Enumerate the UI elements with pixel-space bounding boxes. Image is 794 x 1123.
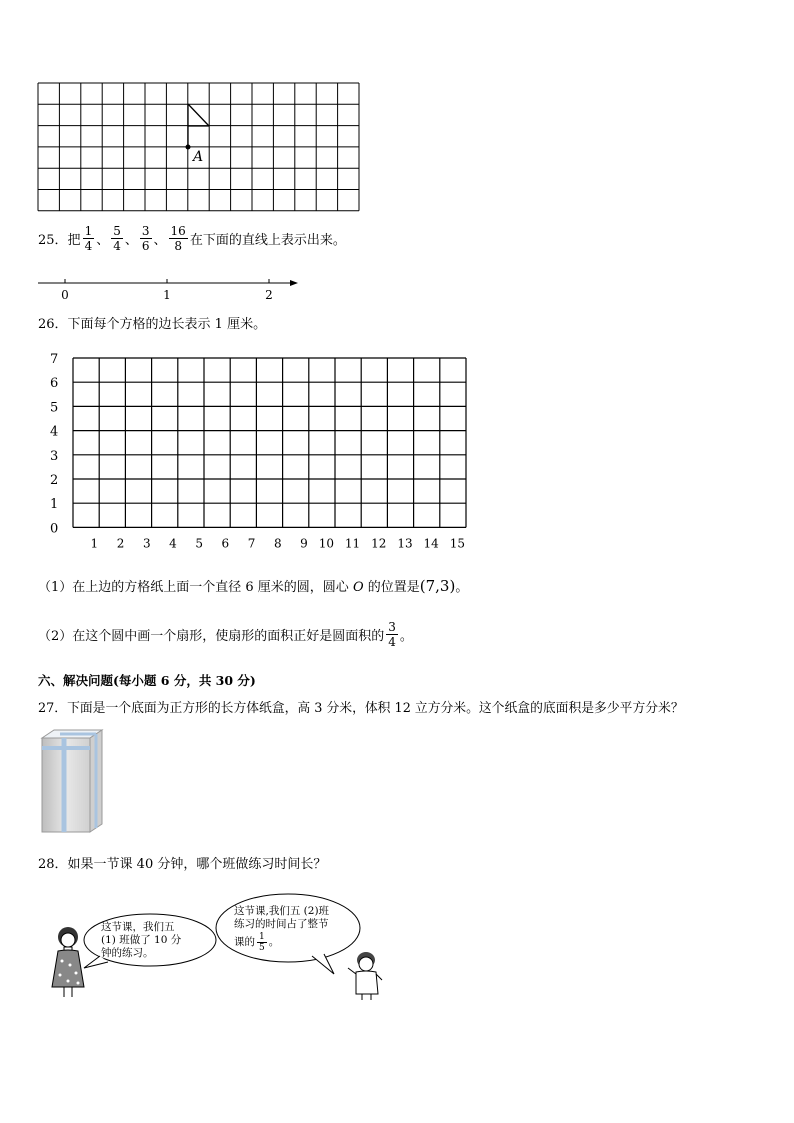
bubble-right-line: 这节课,我们五 (2)班	[234, 905, 330, 917]
q25-fraction-1: $\frac{1}{4}$	[84, 224, 93, 253]
number-line	[38, 274, 302, 304]
one-fifth-fraction: $\frac{1}{5}$	[259, 932, 265, 953]
x-axis-label: 7	[247, 536, 256, 551]
sub2-end: 。	[399, 629, 413, 644]
center-variable: O	[352, 580, 364, 595]
x-axis-label: 5	[195, 536, 203, 551]
boy-figure	[344, 950, 386, 1002]
y-axis-label: 0	[50, 521, 59, 537]
q25-fraction-4: $\frac{16}{8}$	[170, 224, 186, 253]
bubble-right-line: 练习的时间占了整节	[234, 918, 329, 930]
y-axis-label: 6	[50, 376, 59, 392]
point-a-label: A	[193, 149, 204, 165]
q25-fraction-3: $\frac{3}{6}$	[141, 224, 150, 253]
bubble-right-line: 课的	[234, 936, 255, 948]
sub1-text: （1）在上边的方格纸上面一个直径 6 厘米的圆，圆心	[38, 580, 353, 595]
q25-number: 25．	[38, 233, 68, 248]
box-illustration	[40, 728, 104, 836]
separator: 、	[124, 233, 138, 248]
q25-suffix: 在下面的直线上表示出来。	[189, 233, 346, 248]
coordinate-grid	[42, 350, 482, 554]
sub1-tail: 的位置是	[363, 580, 420, 595]
x-axis-label: 9	[300, 536, 308, 551]
y-axis-label: 3	[50, 448, 59, 464]
x-axis-label: 12	[371, 536, 387, 551]
left-speech-bubble	[101, 921, 181, 960]
x-axis-label: 2	[116, 536, 125, 551]
q28-question: 28．如果一节课 40 分钟，哪个班做练习时间长？	[38, 857, 327, 872]
sub1-end: 。	[455, 580, 469, 595]
x-axis-label: 6	[221, 536, 230, 551]
x-axis-label: 10	[318, 536, 334, 551]
y-axis-label: 4	[50, 424, 59, 440]
tick-label-2: 2	[265, 288, 273, 302]
triangle-top-side	[188, 104, 209, 126]
x-axis-label: 14	[423, 536, 439, 551]
x-axis-label: 13	[397, 536, 413, 551]
q25-question	[38, 224, 346, 253]
q27-question: 27．下面是一个底面为正方形的长方体纸盒，高 3 分米，体积 12 立方分米。这个纸盒的底面积是多少平方分米？	[38, 701, 684, 716]
bubble-left-line: 这节课，我们五	[101, 921, 175, 933]
bubble-left-line: 钟的练习。	[101, 947, 154, 959]
three-quarters-fraction: $\frac{3}{4}$	[388, 620, 396, 649]
x-axis-label: 11	[344, 536, 361, 551]
bubble-right-end: 。	[268, 936, 280, 948]
y-axis-label: 7	[50, 352, 59, 367]
top-grid	[37, 82, 361, 214]
x-axis-label: 3	[142, 536, 151, 551]
q25-fraction-2: $\frac{5}{4}$	[113, 224, 121, 253]
q26-sub2	[38, 620, 413, 649]
q26-question: 26．下面每个方格的边长表示 1 厘米。	[38, 317, 267, 332]
y-axis-label: 2	[50, 473, 59, 488]
right-speech-bubble	[234, 905, 329, 953]
section-6-title: 六、解决问题(每小题 6 分，共 30 分)	[38, 673, 256, 688]
x-axis-label: 1	[90, 536, 99, 551]
tick-label-0: 0	[61, 288, 69, 302]
center-coordinate: (7,3)	[419, 577, 456, 595]
x-axis-label: 4	[169, 536, 177, 551]
x-axis-label: 15	[449, 536, 465, 551]
q26-sub1	[38, 576, 468, 595]
bubble-left-line: (1) 班做了 10 分	[101, 934, 182, 946]
separator: 、	[96, 233, 110, 248]
x-axis-label: 8	[273, 536, 282, 551]
arrow-head	[290, 280, 298, 286]
separator: 、	[153, 233, 167, 248]
sub2-text: （2）在这个圆中画一个扇形，使扇形的面积正好是圆面积的	[38, 629, 385, 644]
point-a-dot	[186, 145, 191, 150]
y-axis-label: 1	[50, 497, 59, 513]
q25-prefix: 把	[67, 233, 81, 248]
y-axis-label: 5	[50, 400, 59, 416]
tick-label-1: 1	[163, 288, 171, 302]
